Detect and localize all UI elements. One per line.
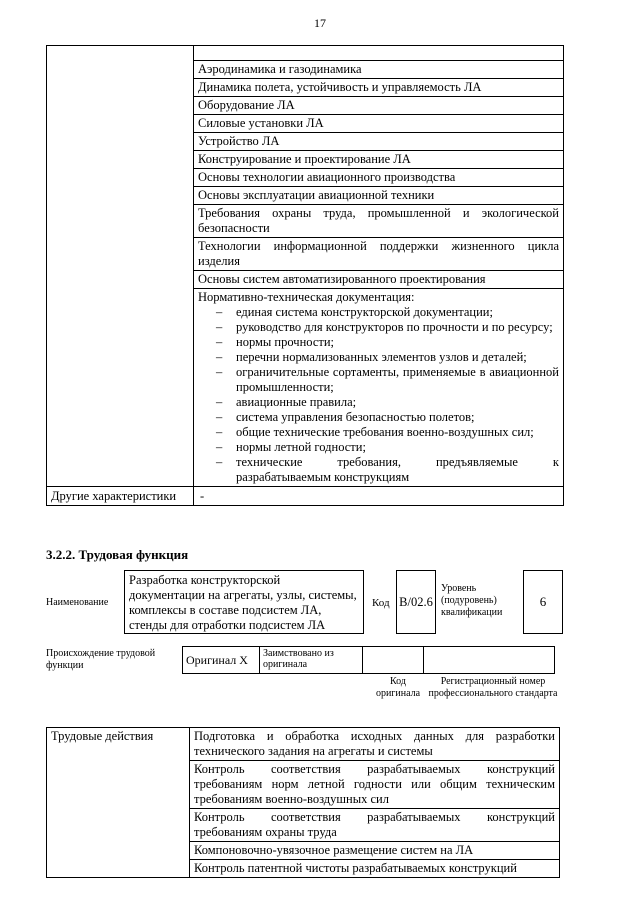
knowledge-item: Аэродинамика и газодинамика <box>194 61 564 79</box>
function-name-box: Разработка конструкторской документации на агрегаты, узлы, системы, комплексы в составе подсистем ЛА, стенды для отработки подсистем ЛА <box>124 570 364 634</box>
labor-action-item: Контроль соответствия разрабатываемых конструкций требованиям охраны труда <box>190 809 560 842</box>
table-row <box>47 487 564 506</box>
qualification-level-label: Уровень (подуровень) квалификации <box>441 583 503 618</box>
knowledge-item: Основы эксплуатации авиационной техники <box>194 187 564 205</box>
list-item: – единая система конструкторской документации; <box>198 305 559 320</box>
origin-code-cell <box>363 647 424 674</box>
list-item: – технические требования, предъявляемые к разрабатываемым конструкциям <box>198 455 559 485</box>
origin-reg-cell <box>424 647 555 674</box>
origin-label: Происхождение трудовой функции <box>46 648 156 671</box>
qualification-level-box: 6 <box>523 570 563 634</box>
knowledge-item: Динамика полета, устойчивость и управляемость ЛА <box>194 79 564 97</box>
origin-borrowed-cell: Заимствовано из оригинала <box>260 647 363 674</box>
knowledge-item: Требования охраны труда, промышленной и экологической безопасности <box>194 205 564 238</box>
knowledge-item: Основы технологии авиационного производства <box>194 169 564 187</box>
other-characteristics-value: - <box>194 487 564 506</box>
origin-original-cell: Оригинал X <box>183 647 260 674</box>
labor-action-item: Подготовка и обработка исходных данных для разработки технического задания на агрегаты и системы <box>190 728 560 761</box>
normative-heading: Нормативно-техническая документация: <box>198 290 415 304</box>
other-characteristics-label: Другие характеристики <box>47 487 194 506</box>
list-item: – ограничительные сортаменты, применяемые в авиационной промышленности; <box>198 365 559 395</box>
page-number: 17 <box>314 16 326 30</box>
table-row <box>47 728 560 761</box>
normative-list <box>198 305 559 485</box>
knowledge-item <box>194 46 564 61</box>
knowledge-item: Устройство ЛА <box>194 133 564 151</box>
knowledge-item: Основы систем автоматизированного проектирования <box>194 271 564 289</box>
knowledge-label-cell <box>47 46 194 487</box>
labor-action-item: Компоновочно-увязочное размещение систем на ЛА <box>190 842 560 860</box>
list-item: – руководство для конструкторов по прочности и по ресурсу; <box>198 320 559 335</box>
normative-docs-cell <box>194 289 564 487</box>
labor-actions-label: Трудовые действия <box>47 728 190 878</box>
table-row <box>47 46 564 61</box>
origin-table <box>182 646 555 674</box>
knowledge-item: Силовые установки ЛА <box>194 115 564 133</box>
list-item: – нормы летной годности; <box>198 440 559 455</box>
registration-caption: Регистрационный номер профессионального стандарта <box>428 676 558 699</box>
knowledge-item: Оборудование ЛА <box>194 97 564 115</box>
list-item: – общие технические требования военно-воздушных сил; <box>198 425 559 440</box>
list-item: – система управления безопасностью полетов; <box>198 410 559 425</box>
table-row <box>183 647 555 674</box>
list-item: – авиационные правила; <box>198 395 559 410</box>
knowledge-table <box>46 45 564 506</box>
code-label: Код <box>372 597 390 609</box>
labor-action-item: Контроль соответствия разрабатываемых конструкций требованиям норм летной годности или общим техническим требованиям военно-воздушных сил <box>190 761 560 809</box>
section-title: 3.2.2. Трудовая функция <box>46 547 189 562</box>
code-caption: Код оригинала <box>375 676 421 699</box>
function-code-box: В/02.6 <box>396 570 436 634</box>
labor-actions-table <box>46 727 560 878</box>
function-name-label: Наименование <box>46 597 109 608</box>
labor-action-item: Контроль патентной чистоты разрабатываемых конструкций <box>190 860 560 878</box>
list-item: – нормы прочности; <box>198 335 559 350</box>
knowledge-item: Конструирование и проектирование ЛА <box>194 151 564 169</box>
knowledge-item: Технологии информационной поддержки жизненного цикла изделия <box>194 238 564 271</box>
list-item: – перечни нормализованных элементов узлов и деталей; <box>198 350 559 365</box>
